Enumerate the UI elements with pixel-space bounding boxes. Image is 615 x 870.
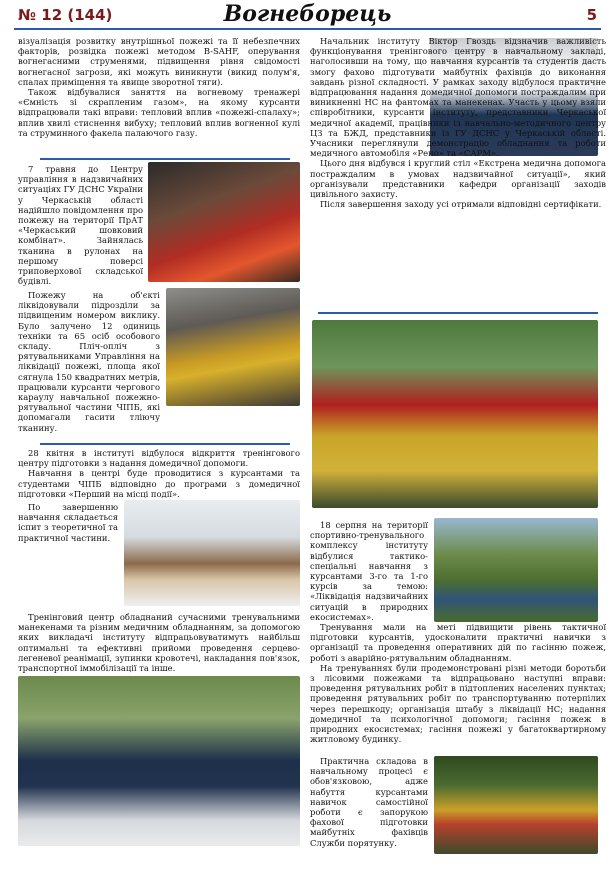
page-number: 5: [586, 6, 597, 24]
article-tactical-exercise-conclusion: [310, 756, 428, 852]
article-training-center-results: [310, 36, 606, 306]
article-tactical-exercise-intro: [310, 520, 428, 620]
drone-operation-photo: [434, 518, 598, 622]
section-divider: [40, 443, 290, 445]
paragraph: Тренінговий центр обладнаний сучасними тренувальними манекенами та різним медичним обладнанням, за допомогою яких викладачі інституту відпрацьовуватимуть найбільш оптимальні та ефективні прийоми проведення серцево-легеневої реанімації, зупинки кровотечі, накладання пов'язок, транспортної іммобілізації та інше.: [18, 612, 300, 674]
training-classroom-photo: [124, 500, 300, 606]
article-tactical-exercise-details: [310, 622, 606, 752]
paragraph: Тренування мали на меті підвищити рівень тактичної підготовки курсантів, удосконалити практичні навички з організації та проведення оперативних дій по гасінню пожеж, роботі з аварійно-рятувальним обладнанням.: [310, 622, 606, 663]
cadets-hose-training-photo: [312, 320, 598, 508]
firefighters-extinguishing-photo: [166, 288, 300, 406]
newspaper-title: Вогнеборець: [223, 1, 392, 27]
article-training-center-exam: [18, 502, 118, 614]
issue-number: № 12 (144): [18, 6, 113, 24]
article-training-center-methods: [18, 612, 300, 674]
paragraph: Цього дня відбувся і круглий стіл «Екстрена медична допомога постраждалим в умовах надзвичайної ситуації», який організували представники кафедри організації заходів цивільного захисту.: [310, 158, 606, 200]
paragraph: Пожежу на об'єкті ліквідовували підрозділи за підвищеним номером виклику. Було залучено 12 одиниць техніки та 65 осіб особового складу. Пліч-опліч з рятувальниками Управління на ліквідації пожежі, площа якої сягнула 150 квадратних метрів, працювали курсанти чергового караулу навчальної пожежно-рятувальної частини ЧІПБ, які допомагали гасити тліючу тканину.: [18, 290, 160, 433]
article-training-center-opening: [18, 448, 300, 500]
article-silk-factory-fire-intro: [18, 164, 143, 289]
paragraph: На тренуваннях були продемонстровані різні методи боротьби з лісовими пожежами та відпрацьовано наступні вправи: проведення рятувальних робіт в підтоплених населених пунктах; проведення рятувальних робіт по транспортуванню потерпілих через перешкоду; організація штабу з ліквідації НС; надання домедичної та психологічної допомоги; гасіння пожеж в природних екосистемах; гасіння пожежі у багатоквартирному житловому будинку.: [310, 662, 606, 745]
paragraph: 18 серпня на території спортивно-тренувального комплексу інституту відбулися тактико-спеціальні навчання з курсантами 3-го та 1-го курсів за темою: «Ліквідація надзвичайних ситуацій в природних екосистемах».: [310, 520, 428, 622]
cpr-demonstration-photo: [18, 676, 300, 846]
forest-fire-training-photo: [434, 756, 598, 854]
paragraph: 7 травня до Центру управління в надзвичайних ситуаціях ГУ ДСНС України у Черкаській області надійшло повідомлення про пожежу на території ПрАТ «Черкаський шовковий комбінат». Зайнялась тканина в рулонах на першому поверсі триповерхової складської будівлі.: [18, 164, 143, 287]
paragraph: Практична складова в навчальному процесі є обов'язковою, адже набуття курсантами навичок самостійної роботи є запорукою фахової підготовки майбутніх фахівців Служби порятунку.: [310, 756, 428, 848]
paragraph: Навчання в центрі буде проводитися з курсантами та студентами ЧІПБ відповідно до програми з домедичної підготовки «Перший на місці події».: [18, 468, 300, 499]
fire-warehouse-photo: [148, 162, 300, 282]
paragraph: Також відбувалися заняття на вогневому тренажері «Ємність зі скрапленим газом», на якому курсанти відпрацювали такі вправи: тепловий вплив «пожежі-спалаху»; вплив хвилі стиснення вибуху; тепловий вплив вогненної кулі та струминного факела палаючого газу.: [18, 87, 300, 138]
article-fire-training-continued: [18, 36, 300, 160]
paragraph: 28 квітня в інституті відбулося відкриття тренінгового центру підготовки з надання домедичної допомоги.: [18, 448, 300, 469]
article-silk-factory-fire-details: [18, 290, 160, 438]
paragraph: Начальник інституту Віктор Гвоздь відзначив важливість функціонування тренінгового центру в навчальному закладі, наголосивши на тому, що навчання курсантів та студентів дасть змогу фахово підготувати майбутніх фахівців до виконання завдань різної складності. У рамках заходу відбулося практичне відпрацювання надання домедичної допомоги постраждалим при виникненні НС на фантомах та манекенах. Участь у цьому взяли співробітники, курсанти інституту, представники Черкаської медичної академії, працівники із навчально-методичного центру ЦЗ та БЖД, представники із ГУ ДСНС у Черкаській області. Учасники переглянули демонстрацію обладнання та роботи медичного автомобіля «Рено» та «САРМ».: [310, 36, 606, 159]
paragraph: Після завершення заходу усі отримали відповідні сертифікати.: [320, 199, 602, 210]
page-header: [14, 2, 601, 30]
section-divider: [40, 158, 290, 160]
paragraph: По завершенню навчання складається іспит з теоретичної та практичної частини.: [18, 502, 118, 543]
paragraph: візуалізація розвитку внутрішньої пожежі та її небезпечних факторів, розвідка пожежі методом B-SAHF, оперування вогнегасними струменями, підвищення рівня свідомості вогнегасної загрози, які можуть виникнути (викид полум'я, спалах приміщення та явище зворотної тяги).: [18, 36, 300, 87]
section-divider: [318, 312, 598, 314]
